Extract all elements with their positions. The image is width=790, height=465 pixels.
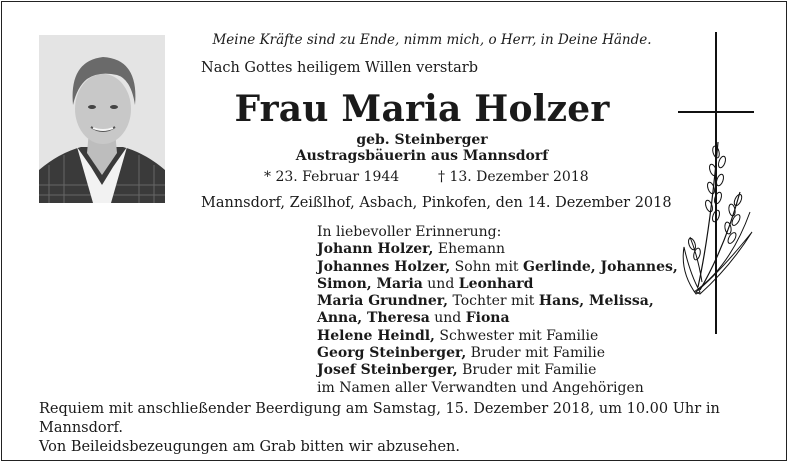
mourner-line: [317, 310, 657, 327]
mourner-relation: Bruder mit Familie: [466, 345, 606, 362]
obituary-notice: [1, 1, 787, 461]
mourner-relation: Ehemann: [433, 241, 506, 258]
mourner-name: Leonhard: [458, 275, 534, 292]
mourner-line: [317, 293, 657, 310]
mourner-name: Josef Steinberger,: [317, 362, 458, 379]
mourner-lines: [317, 241, 678, 397]
mourner-name: Maria Grundner,: [317, 293, 449, 310]
birth-date: * 23. Februar 1944: [264, 169, 400, 185]
mourner-line: [317, 380, 657, 397]
mourner-relation: Sohn mit: [450, 258, 524, 275]
mourner-line: [317, 345, 657, 362]
footer-text: [39, 400, 769, 457]
deceased-name: Frau Maria Holzer: [234, 88, 610, 130]
mourner-name: Johannes Holzer,: [317, 258, 451, 275]
mourner-name: Hans, Melissa,: [538, 293, 654, 310]
mourner-name: Fiona: [465, 310, 510, 327]
deceased-role: Austragsbäuerin aus Mannsdorf: [295, 148, 549, 164]
mourner-line: [317, 276, 657, 293]
maiden-name: geb. Steinberger: [356, 132, 488, 148]
mourners-list: [317, 224, 678, 397]
mourner-relation: im Namen aller Verwandten und Angehörigen: [317, 379, 644, 396]
mourner-line: [317, 362, 657, 379]
death-date: † 13. Dezember 2018: [438, 169, 589, 185]
mourner-line: [317, 258, 678, 276]
mourner-relation: und: [429, 310, 466, 327]
mourner-relation: Schwester mit Familie: [434, 327, 599, 344]
mourner-relation: Bruder mit Familie: [457, 362, 597, 379]
mourner-name: Helene Heindl,: [317, 327, 435, 344]
mourner-name: Anna, Theresa: [317, 310, 430, 327]
mourner-line: [317, 328, 657, 345]
mourner-relation: und: [422, 275, 459, 292]
mourner-name: Georg Steinberger,: [317, 345, 467, 362]
mourner-name: Simon, Maria: [317, 275, 423, 292]
requiem-line: Requiem mit anschließender Beerdigung am Samstag, 15. Dezember 2018, um 10.00 Uhr in Mannsdorf.: [39, 401, 720, 436]
place-and-date: Mannsdorf, Zeißlhof, Asbach, Pinkofen, den 14. Dezember 2018: [201, 195, 672, 211]
mourner-line: [317, 241, 657, 258]
cross-with-wheat-icon: [670, 32, 770, 342]
intro-text: Nach Gottes heiligem Willen verstarb: [201, 60, 478, 76]
condolence-line: Von Beileidsbezeugungen am Grab bitten wir abzusehen.: [39, 439, 461, 455]
motto-text: Meine Kräfte sind zu Ende, nimm mich, o Herr, in Deine Hände.: [212, 32, 652, 48]
mourner-relation: Tochter mit: [448, 293, 539, 310]
portrait-photo: [39, 35, 165, 203]
mourners-heading: In liebevoller Erinnerung:: [317, 224, 502, 240]
mourner-name: Gerlinde, Johannes,: [523, 258, 678, 275]
mourner-name: Johann Holzer,: [317, 241, 434, 258]
